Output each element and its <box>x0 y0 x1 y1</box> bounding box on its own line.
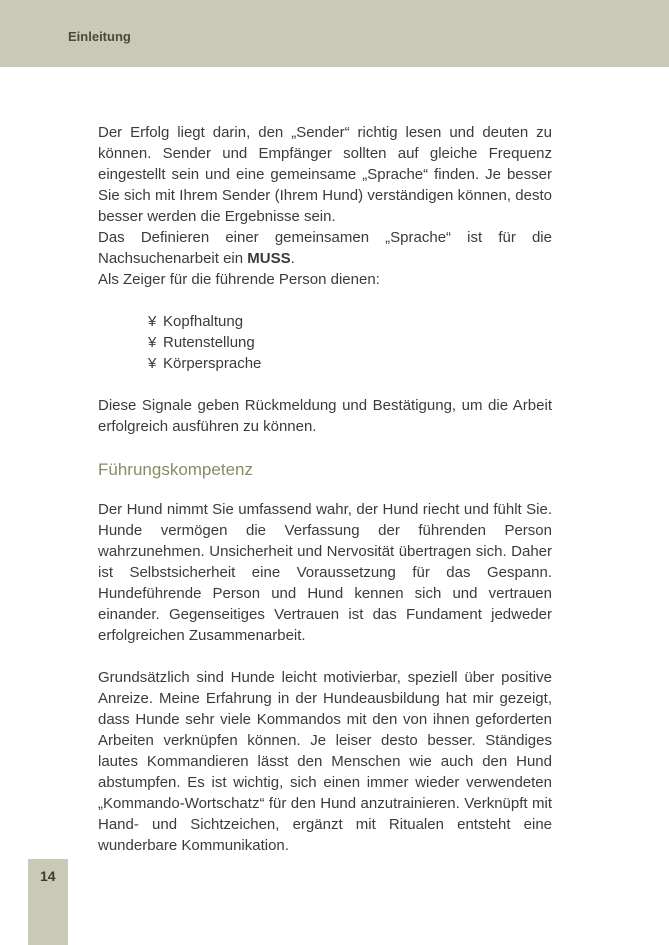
page-number-tab <box>28 859 68 945</box>
paragraph-perception: Der Hund nimmt Sie umfassend wahr, der Hund riecht und fühlt Sie. Hunde vermögen die Verfassung der führenden Person wahrzunehmen. Unsicherheit und Nervosität übertragen sich. Daher ist Selbstsicherheit eine Voraussetzung für das Gespann. Hundeführende Person und Hund kennen sich und vertrauen einander. Gegenseitiges Vertrauen ist das Fundament jedweder erfolgreichen Zusammenarbeit. <box>98 501 552 644</box>
bullet-mark: ¥ <box>148 313 157 330</box>
list-item-label: Kopfhaltung <box>163 313 244 330</box>
list-item <box>148 353 552 374</box>
list-item-label: Körpersprache <box>163 355 262 372</box>
emphasis-muss: MUSS <box>247 250 291 267</box>
header-band <box>0 0 669 67</box>
page-number: 14 <box>40 868 56 884</box>
list-item <box>148 311 552 332</box>
paragraph-language-text: Das Definieren einer gemeinsamen „Sprache“ ist für die Nachsuchenarbeit ein <box>98 229 552 267</box>
list-item <box>148 332 552 353</box>
paragraph-gap <box>98 646 552 667</box>
indicator-list <box>148 311 552 374</box>
chapter-title: Einleitung <box>68 29 131 44</box>
paragraph-motivation: Grundsätzlich sind Hunde leicht motivierbar, speziell über positive Anreize. Meine Erfahrung in der Hundeausbildung hat mir gezeigt, dass Hunde sehr viele Kommandos mit den von ihnen geforderten Arbeiten verknüpfen können. Je leiser desto besser. Ständiges lautes Kommandieren lässt den Menschen wie auch den Hund abstumpfen. Es ist wichtig, sich einen immer wieder verwendeten „Kommando-Wortschatz“ für den Hund anzutrainieren. Verknüpft mit Hand- und Sichtzeichen, ergänzt mit Ritualen entsteht eine wunderbare Kommunikation. <box>98 669 552 854</box>
list-item-label: Rutenstellung <box>163 334 255 351</box>
paragraph-indicators: Als Zeiger für die führende Person dienen: <box>98 271 380 288</box>
paragraph-language-end: . <box>290 250 295 267</box>
section-heading: Führungskompetenz <box>98 460 253 479</box>
page-content <box>98 122 552 856</box>
bullet-mark: ¥ <box>148 334 157 351</box>
bullet-mark: ¥ <box>148 355 157 372</box>
paragraph-signals: Diese Signale geben Rückmeldung und Bestätigung, um die Arbeit erfolgreich ausführen zu können. <box>98 397 552 435</box>
paragraph-language <box>98 227 552 269</box>
paragraph-intro: Der Erfolg liegt darin, den „Sender“ richtig lesen und deuten zu können. Sender und Empfänger sollten auf gleiche Frequenz eingestellt sein und eine gemeinsame „Sprache“ finden. Je besser Sie sich mit Ihrem Sender (Ihrem Hund) verständigen können, desto besser werden die Ergebnisse sein. <box>98 124 552 225</box>
